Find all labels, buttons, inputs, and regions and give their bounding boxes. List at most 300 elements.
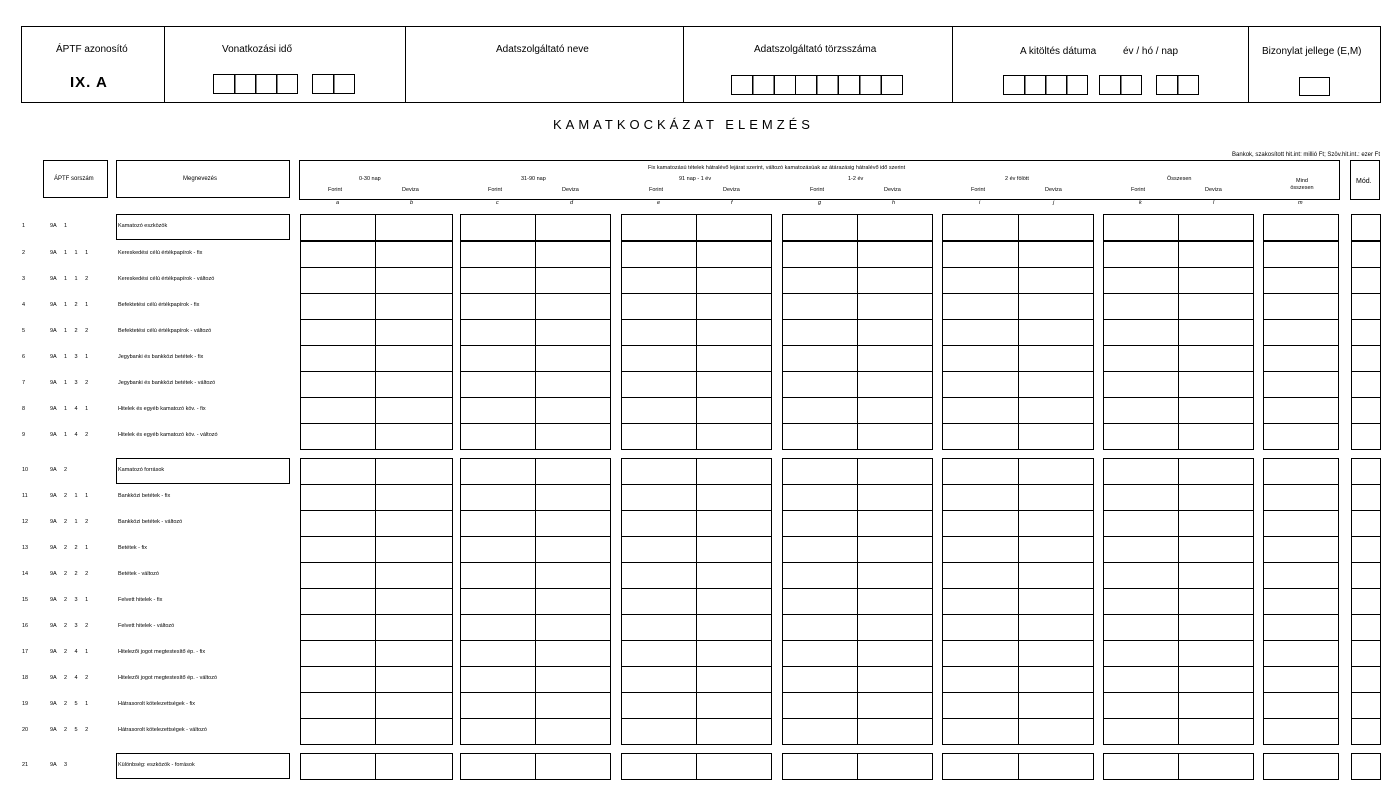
value-cell[interactable] <box>782 241 858 268</box>
value-cell[interactable] <box>1103 588 1179 615</box>
value-cell[interactable] <box>696 484 772 511</box>
value-cell[interactable] <box>621 267 697 294</box>
value-cell[interactable] <box>696 214 772 241</box>
value-cell[interactable] <box>696 397 772 424</box>
mod-cell[interactable] <box>1351 753 1381 780</box>
value-cell[interactable] <box>942 293 1019 320</box>
value-cell[interactable] <box>1018 510 1094 537</box>
value-cell[interactable] <box>375 484 453 511</box>
value-cell[interactable] <box>857 423 933 450</box>
value-cell[interactable] <box>1178 319 1254 346</box>
value-cell[interactable] <box>782 510 858 537</box>
value-cell[interactable] <box>535 588 611 615</box>
value-cell[interactable] <box>375 588 453 615</box>
value-cell[interactable] <box>696 666 772 693</box>
value-cell[interactable] <box>782 267 858 294</box>
value-cell[interactable] <box>460 588 536 615</box>
value-cell[interactable] <box>857 319 933 346</box>
value-cell[interactable] <box>300 718 376 745</box>
value-cell[interactable] <box>942 267 1019 294</box>
mod-cell[interactable] <box>1351 458 1381 485</box>
value-cell[interactable] <box>1018 536 1094 563</box>
value-cell[interactable] <box>460 718 536 745</box>
total-cell[interactable] <box>1263 536 1339 563</box>
value-cell[interactable] <box>782 371 858 398</box>
value-cell[interactable] <box>300 293 376 320</box>
value-cell[interactable] <box>942 666 1019 693</box>
value-cell[interactable] <box>460 510 536 537</box>
value-cell[interactable] <box>300 510 376 537</box>
value-cell[interactable] <box>300 371 376 398</box>
value-cell[interactable] <box>857 345 933 372</box>
value-cell[interactable] <box>460 371 536 398</box>
value-cell[interactable] <box>1103 371 1179 398</box>
value-cell[interactable] <box>375 536 453 563</box>
value-cell[interactable] <box>1018 371 1094 398</box>
value-cell[interactable] <box>1103 666 1179 693</box>
value-cell[interactable] <box>300 241 376 268</box>
total-cell[interactable] <box>1263 267 1339 294</box>
value-cell[interactable] <box>300 423 376 450</box>
value-cell[interactable] <box>460 214 536 241</box>
total-cell[interactable] <box>1263 588 1339 615</box>
value-cell[interactable] <box>1018 423 1094 450</box>
total-cell[interactable] <box>1263 458 1339 485</box>
value-cell[interactable] <box>696 692 772 719</box>
mod-cell[interactable] <box>1351 562 1381 589</box>
value-cell[interactable] <box>621 214 697 241</box>
value-cell[interactable] <box>1018 214 1094 241</box>
mod-cell[interactable] <box>1351 397 1381 424</box>
value-cell[interactable] <box>942 214 1019 241</box>
value-cell[interactable] <box>942 397 1019 424</box>
value-cell[interactable] <box>942 753 1019 780</box>
value-cell[interactable] <box>1103 562 1179 589</box>
total-cell[interactable] <box>1263 241 1339 268</box>
value-cell[interactable] <box>535 293 611 320</box>
value-cell[interactable] <box>942 640 1019 667</box>
value-cell[interactable] <box>857 640 933 667</box>
value-cell[interactable] <box>1178 484 1254 511</box>
value-cell[interactable] <box>300 458 376 485</box>
value-cell[interactable] <box>942 423 1019 450</box>
value-cell[interactable] <box>535 267 611 294</box>
value-cell[interactable] <box>460 458 536 485</box>
value-cell[interactable] <box>1103 397 1179 424</box>
value-cell[interactable] <box>535 753 611 780</box>
mod-cell[interactable] <box>1351 588 1381 615</box>
provider-id-input[interactable] <box>731 75 903 95</box>
value-cell[interactable] <box>460 614 536 641</box>
mod-cell[interactable] <box>1351 214 1381 241</box>
mod-cell[interactable] <box>1351 718 1381 745</box>
value-cell[interactable] <box>460 536 536 563</box>
total-cell[interactable] <box>1263 293 1339 320</box>
value-cell[interactable] <box>460 423 536 450</box>
value-cell[interactable] <box>1018 267 1094 294</box>
total-cell[interactable] <box>1263 319 1339 346</box>
mod-cell[interactable] <box>1351 423 1381 450</box>
value-cell[interactable] <box>621 458 697 485</box>
value-cell[interactable] <box>621 753 697 780</box>
value-cell[interactable] <box>696 241 772 268</box>
mod-cell[interactable] <box>1351 510 1381 537</box>
mod-cell[interactable] <box>1351 319 1381 346</box>
value-cell[interactable] <box>1018 345 1094 372</box>
total-cell[interactable] <box>1263 397 1339 424</box>
value-cell[interactable] <box>375 267 453 294</box>
value-cell[interactable] <box>535 241 611 268</box>
value-cell[interactable] <box>942 458 1019 485</box>
value-cell[interactable] <box>460 484 536 511</box>
value-cell[interactable] <box>300 345 376 372</box>
value-cell[interactable] <box>1178 588 1254 615</box>
value-cell[interactable] <box>1103 640 1179 667</box>
value-cell[interactable] <box>942 588 1019 615</box>
mod-cell[interactable] <box>1351 484 1381 511</box>
value-cell[interactable] <box>696 536 772 563</box>
value-cell[interactable] <box>942 510 1019 537</box>
value-cell[interactable] <box>535 458 611 485</box>
value-cell[interactable] <box>535 345 611 372</box>
value-cell[interactable] <box>1018 458 1094 485</box>
value-cell[interactable] <box>942 692 1019 719</box>
value-cell[interactable] <box>621 536 697 563</box>
value-cell[interactable] <box>942 345 1019 372</box>
value-cell[interactable] <box>1178 423 1254 450</box>
value-cell[interactable] <box>300 640 376 667</box>
value-cell[interactable] <box>942 562 1019 589</box>
value-cell[interactable] <box>1178 267 1254 294</box>
value-cell[interactable] <box>535 640 611 667</box>
value-cell[interactable] <box>782 345 858 372</box>
value-cell[interactable] <box>1103 458 1179 485</box>
total-cell[interactable] <box>1263 423 1339 450</box>
value-cell[interactable] <box>621 588 697 615</box>
value-cell[interactable] <box>375 753 453 780</box>
total-cell[interactable] <box>1263 666 1339 693</box>
value-cell[interactable] <box>621 371 697 398</box>
value-cell[interactable] <box>1178 345 1254 372</box>
value-cell[interactable] <box>300 614 376 641</box>
value-cell[interactable] <box>535 423 611 450</box>
value-cell[interactable] <box>857 214 933 241</box>
value-cell[interactable] <box>782 692 858 719</box>
value-cell[interactable] <box>535 562 611 589</box>
value-cell[interactable] <box>782 319 858 346</box>
value-cell[interactable] <box>782 293 858 320</box>
mod-cell[interactable] <box>1351 241 1381 268</box>
value-cell[interactable] <box>1178 536 1254 563</box>
value-cell[interactable] <box>375 562 453 589</box>
value-cell[interactable] <box>535 371 611 398</box>
value-cell[interactable] <box>1103 510 1179 537</box>
value-cell[interactable] <box>857 562 933 589</box>
total-cell[interactable] <box>1263 562 1339 589</box>
total-cell[interactable] <box>1263 484 1339 511</box>
value-cell[interactable] <box>300 588 376 615</box>
value-cell[interactable] <box>375 397 453 424</box>
value-cell[interactable] <box>782 588 858 615</box>
value-cell[interactable] <box>375 293 453 320</box>
value-cell[interactable] <box>1018 753 1094 780</box>
value-cell[interactable] <box>535 484 611 511</box>
value-cell[interactable] <box>621 666 697 693</box>
value-cell[interactable] <box>857 267 933 294</box>
value-cell[interactable] <box>375 345 453 372</box>
fill-date-month-input[interactable] <box>1099 75 1142 95</box>
value-cell[interactable] <box>942 484 1019 511</box>
value-cell[interactable] <box>696 267 772 294</box>
value-cell[interactable] <box>621 562 697 589</box>
value-cell[interactable] <box>696 562 772 589</box>
value-cell[interactable] <box>782 536 858 563</box>
value-cell[interactable] <box>535 614 611 641</box>
value-cell[interactable] <box>1178 614 1254 641</box>
value-cell[interactable] <box>696 614 772 641</box>
value-cell[interactable] <box>942 614 1019 641</box>
value-cell[interactable] <box>1178 371 1254 398</box>
value-cell[interactable] <box>696 458 772 485</box>
total-cell[interactable] <box>1263 371 1339 398</box>
value-cell[interactable] <box>535 319 611 346</box>
value-cell[interactable] <box>1178 510 1254 537</box>
value-cell[interactable] <box>782 718 858 745</box>
value-cell[interactable] <box>621 293 697 320</box>
mod-cell[interactable] <box>1351 371 1381 398</box>
value-cell[interactable] <box>375 614 453 641</box>
value-cell[interactable] <box>1178 214 1254 241</box>
value-cell[interactable] <box>1178 241 1254 268</box>
value-cell[interactable] <box>696 423 772 450</box>
value-cell[interactable] <box>375 718 453 745</box>
value-cell[interactable] <box>1178 640 1254 667</box>
value-cell[interactable] <box>857 371 933 398</box>
value-cell[interactable] <box>942 241 1019 268</box>
value-cell[interactable] <box>782 458 858 485</box>
value-cell[interactable] <box>1103 214 1179 241</box>
value-cell[interactable] <box>535 510 611 537</box>
value-cell[interactable] <box>535 397 611 424</box>
value-cell[interactable] <box>782 484 858 511</box>
value-cell[interactable] <box>1103 484 1179 511</box>
doc-type-input[interactable] <box>1299 77 1330 96</box>
value-cell[interactable] <box>1103 753 1179 780</box>
value-cell[interactable] <box>782 753 858 780</box>
total-cell[interactable] <box>1263 640 1339 667</box>
value-cell[interactable] <box>696 718 772 745</box>
value-cell[interactable] <box>1018 666 1094 693</box>
value-cell[interactable] <box>857 458 933 485</box>
value-cell[interactable] <box>460 397 536 424</box>
value-cell[interactable] <box>696 588 772 615</box>
value-cell[interactable] <box>621 319 697 346</box>
value-cell[interactable] <box>535 692 611 719</box>
value-cell[interactable] <box>942 371 1019 398</box>
value-cell[interactable] <box>1018 692 1094 719</box>
value-cell[interactable] <box>1178 458 1254 485</box>
value-cell[interactable] <box>460 241 536 268</box>
value-cell[interactable] <box>857 753 933 780</box>
value-cell[interactable] <box>1103 319 1179 346</box>
value-cell[interactable] <box>696 510 772 537</box>
value-cell[interactable] <box>300 692 376 719</box>
value-cell[interactable] <box>1018 241 1094 268</box>
value-cell[interactable] <box>621 510 697 537</box>
mod-cell[interactable] <box>1351 614 1381 641</box>
value-cell[interactable] <box>460 293 536 320</box>
value-cell[interactable] <box>375 423 453 450</box>
value-cell[interactable] <box>375 692 453 719</box>
value-cell[interactable] <box>1178 666 1254 693</box>
value-cell[interactable] <box>621 423 697 450</box>
value-cell[interactable] <box>621 241 697 268</box>
value-cell[interactable] <box>460 692 536 719</box>
value-cell[interactable] <box>375 241 453 268</box>
value-cell[interactable] <box>535 536 611 563</box>
value-cell[interactable] <box>1103 345 1179 372</box>
value-cell[interactable] <box>375 319 453 346</box>
total-cell[interactable] <box>1263 614 1339 641</box>
mod-cell[interactable] <box>1351 640 1381 667</box>
value-cell[interactable] <box>375 371 453 398</box>
value-cell[interactable] <box>300 536 376 563</box>
value-cell[interactable] <box>460 345 536 372</box>
value-cell[interactable] <box>1103 267 1179 294</box>
value-cell[interactable] <box>621 397 697 424</box>
fill-date-year-input[interactable] <box>1003 75 1088 95</box>
value-cell[interactable] <box>535 718 611 745</box>
value-cell[interactable] <box>696 293 772 320</box>
value-cell[interactable] <box>942 319 1019 346</box>
mod-cell[interactable] <box>1351 345 1381 372</box>
value-cell[interactable] <box>857 484 933 511</box>
value-cell[interactable] <box>857 510 933 537</box>
value-cell[interactable] <box>1018 397 1094 424</box>
value-cell[interactable] <box>1178 562 1254 589</box>
total-cell[interactable] <box>1263 510 1339 537</box>
value-cell[interactable] <box>300 753 376 780</box>
period-year-input[interactable] <box>213 74 298 94</box>
value-cell[interactable] <box>782 640 858 667</box>
value-cell[interactable] <box>300 484 376 511</box>
total-cell[interactable] <box>1263 692 1339 719</box>
period-month-input[interactable] <box>312 74 355 94</box>
value-cell[interactable] <box>1178 718 1254 745</box>
value-cell[interactable] <box>782 562 858 589</box>
value-cell[interactable] <box>460 666 536 693</box>
mod-cell[interactable] <box>1351 267 1381 294</box>
value-cell[interactable] <box>857 293 933 320</box>
value-cell[interactable] <box>535 214 611 241</box>
value-cell[interactable] <box>375 214 453 241</box>
value-cell[interactable] <box>460 319 536 346</box>
value-cell[interactable] <box>1018 614 1094 641</box>
value-cell[interactable] <box>942 536 1019 563</box>
value-cell[interactable] <box>300 267 376 294</box>
mod-cell[interactable] <box>1351 293 1381 320</box>
fill-date-day-input[interactable] <box>1156 75 1199 95</box>
total-cell[interactable] <box>1263 718 1339 745</box>
value-cell[interactable] <box>696 319 772 346</box>
mod-cell[interactable] <box>1351 666 1381 693</box>
value-cell[interactable] <box>300 214 376 241</box>
value-cell[interactable] <box>782 614 858 641</box>
value-cell[interactable] <box>621 718 697 745</box>
value-cell[interactable] <box>857 666 933 693</box>
value-cell[interactable] <box>621 640 697 667</box>
value-cell[interactable] <box>857 397 933 424</box>
value-cell[interactable] <box>621 484 697 511</box>
value-cell[interactable] <box>1018 562 1094 589</box>
value-cell[interactable] <box>375 458 453 485</box>
value-cell[interactable] <box>782 666 858 693</box>
value-cell[interactable] <box>1178 753 1254 780</box>
value-cell[interactable] <box>375 510 453 537</box>
total-cell[interactable] <box>1263 753 1339 780</box>
value-cell[interactable] <box>1178 293 1254 320</box>
value-cell[interactable] <box>1103 692 1179 719</box>
value-cell[interactable] <box>1018 640 1094 667</box>
value-cell[interactable] <box>1178 397 1254 424</box>
value-cell[interactable] <box>1018 588 1094 615</box>
value-cell[interactable] <box>696 371 772 398</box>
value-cell[interactable] <box>857 588 933 615</box>
value-cell[interactable] <box>375 666 453 693</box>
value-cell[interactable] <box>782 423 858 450</box>
mod-cell[interactable] <box>1351 536 1381 563</box>
value-cell[interactable] <box>621 692 697 719</box>
value-cell[interactable] <box>696 640 772 667</box>
value-cell[interactable] <box>857 241 933 268</box>
value-cell[interactable] <box>535 666 611 693</box>
value-cell[interactable] <box>1018 484 1094 511</box>
value-cell[interactable] <box>782 397 858 424</box>
value-cell[interactable] <box>696 753 772 780</box>
value-cell[interactable] <box>300 666 376 693</box>
value-cell[interactable] <box>1103 718 1179 745</box>
value-cell[interactable] <box>621 614 697 641</box>
value-cell[interactable] <box>857 692 933 719</box>
value-cell[interactable] <box>1103 293 1179 320</box>
value-cell[interactable] <box>460 562 536 589</box>
value-cell[interactable] <box>1178 692 1254 719</box>
value-cell[interactable] <box>857 614 933 641</box>
value-cell[interactable] <box>1018 718 1094 745</box>
value-cell[interactable] <box>460 267 536 294</box>
value-cell[interactable] <box>621 345 697 372</box>
value-cell[interactable] <box>1103 614 1179 641</box>
total-cell[interactable] <box>1263 345 1339 372</box>
value-cell[interactable] <box>1103 536 1179 563</box>
value-cell[interactable] <box>857 536 933 563</box>
value-cell[interactable] <box>1103 241 1179 268</box>
value-cell[interactable] <box>696 345 772 372</box>
value-cell[interactable] <box>857 718 933 745</box>
value-cell[interactable] <box>782 214 858 241</box>
value-cell[interactable] <box>460 640 536 667</box>
total-cell[interactable] <box>1263 214 1339 241</box>
value-cell[interactable] <box>300 562 376 589</box>
value-cell[interactable] <box>300 319 376 346</box>
value-cell[interactable] <box>375 640 453 667</box>
mod-cell[interactable] <box>1351 692 1381 719</box>
value-cell[interactable] <box>460 753 536 780</box>
value-cell[interactable] <box>300 397 376 424</box>
value-cell[interactable] <box>1018 293 1094 320</box>
value-cell[interactable] <box>942 718 1019 745</box>
value-cell[interactable] <box>1103 423 1179 450</box>
